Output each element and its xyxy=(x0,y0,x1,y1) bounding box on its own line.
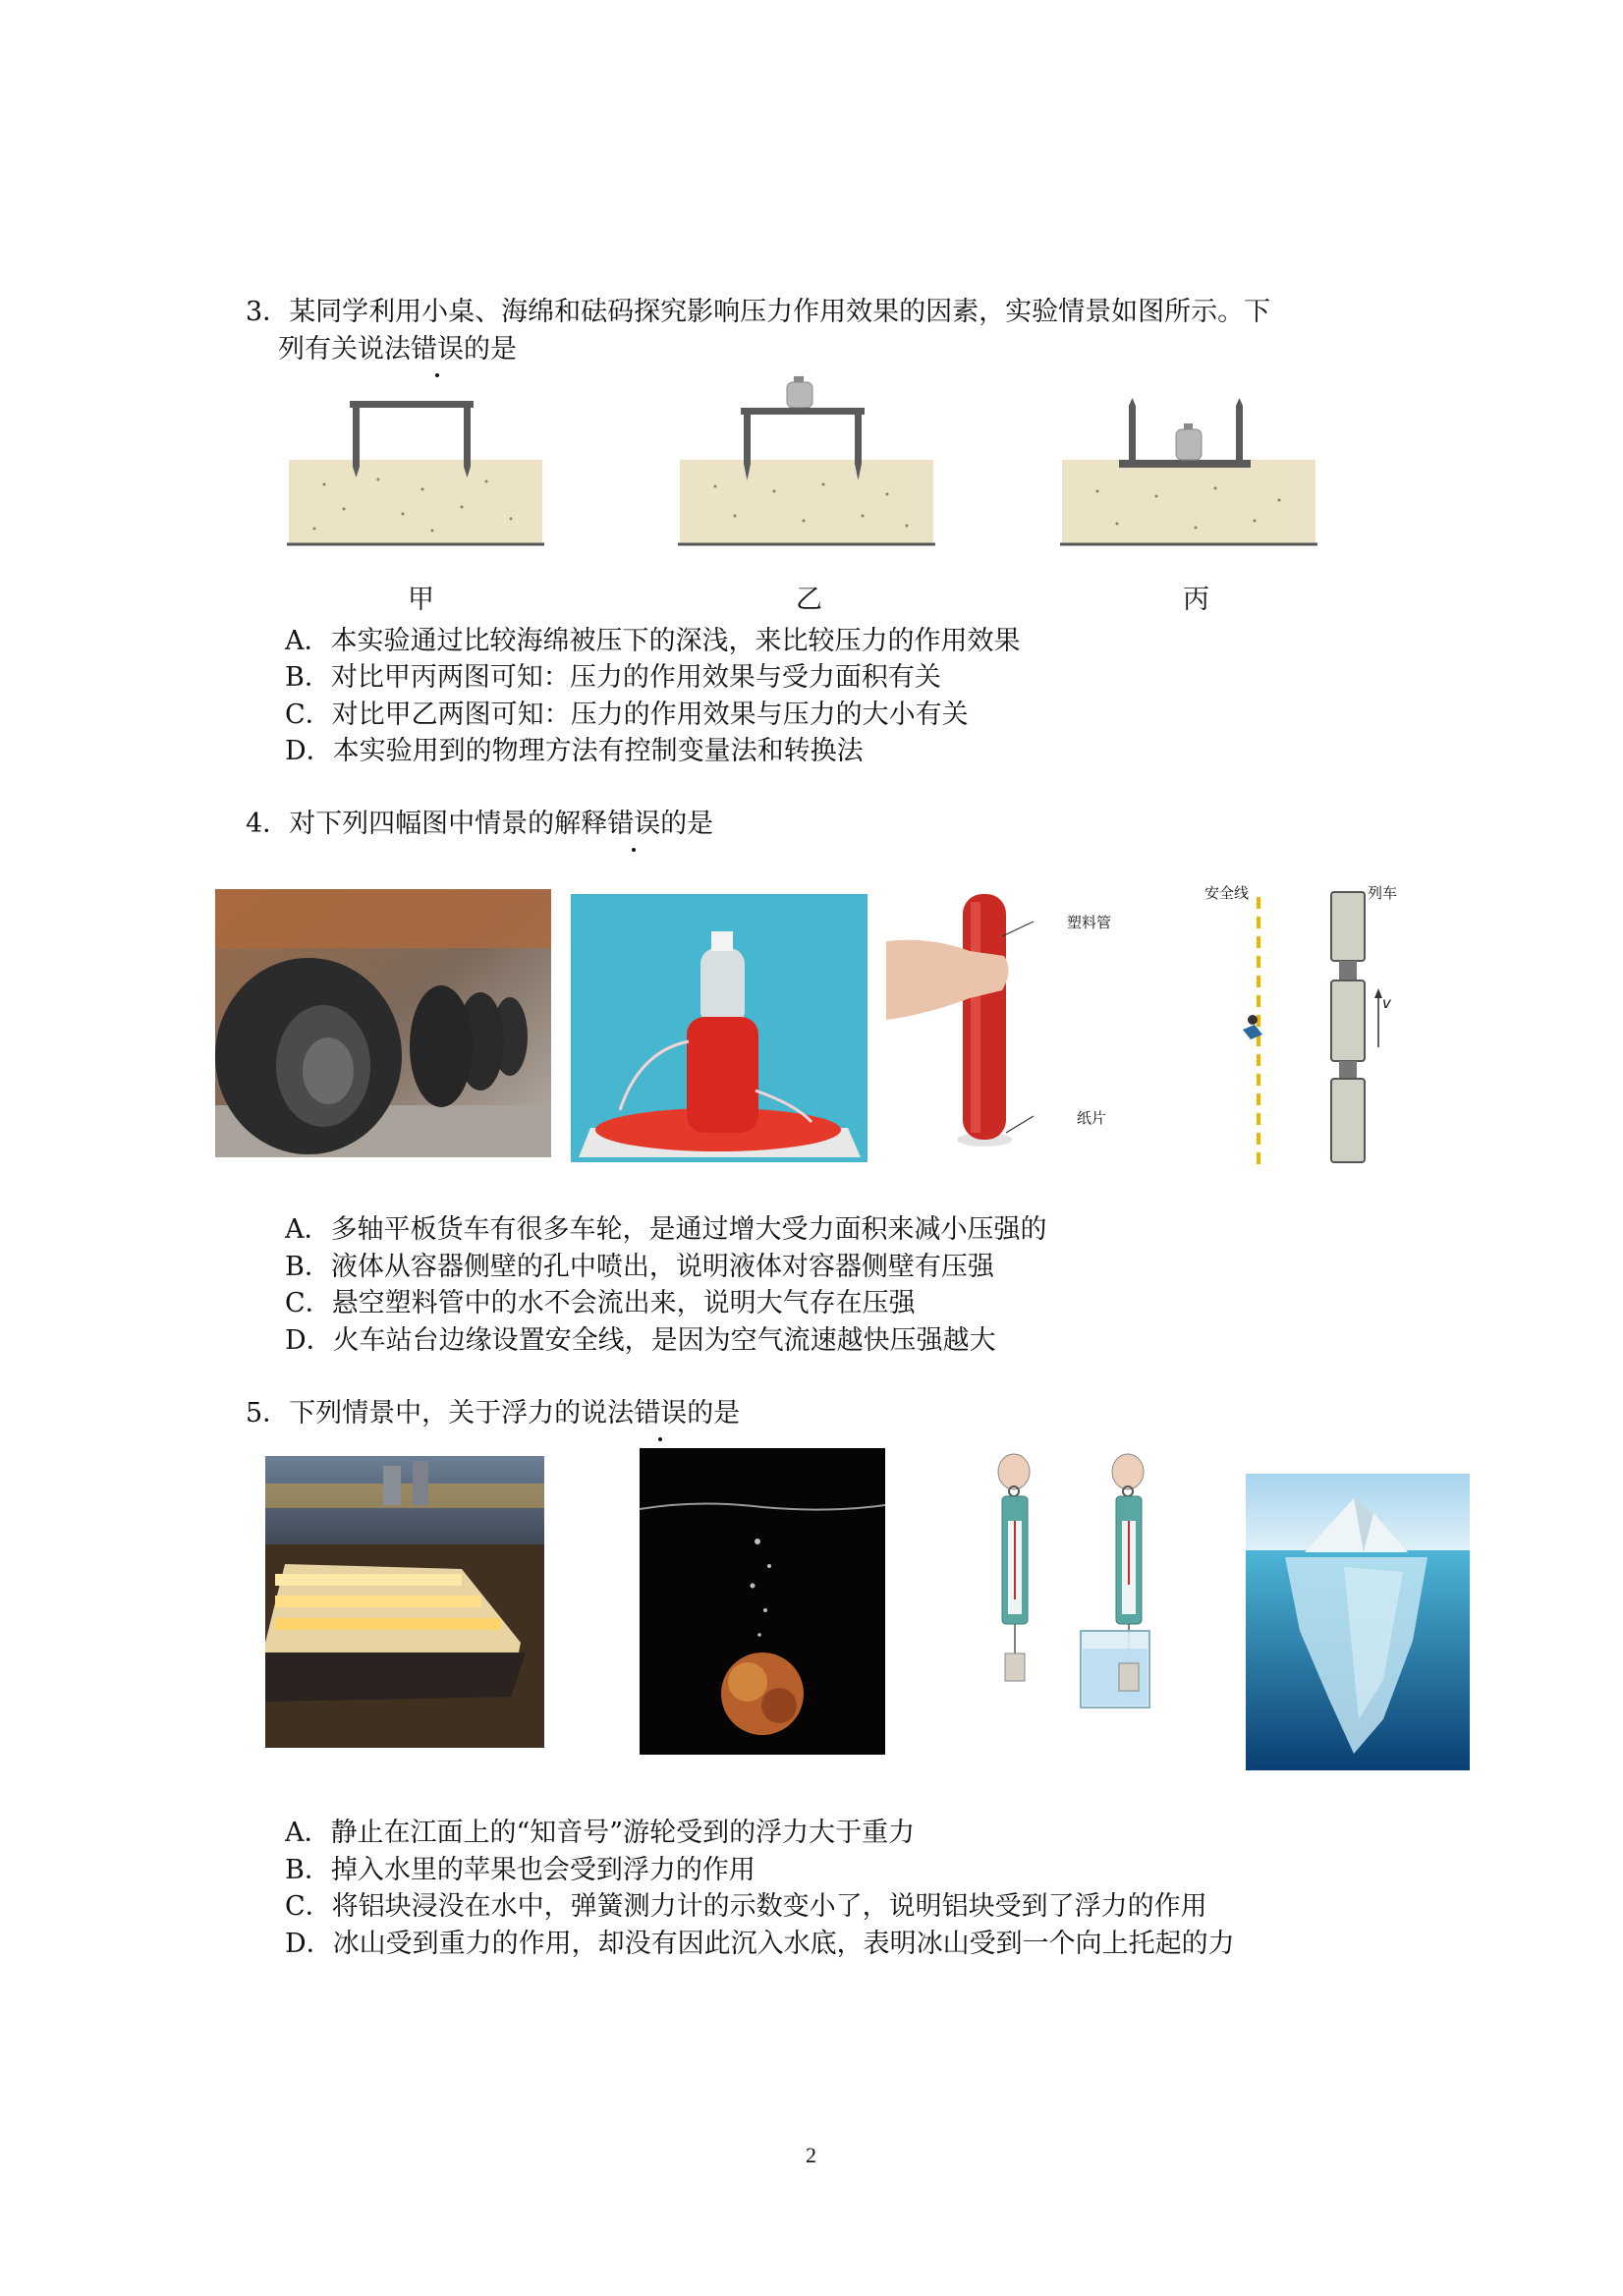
photo-cruise-ship-night xyxy=(265,1456,544,1748)
q4-number: 4． xyxy=(246,809,290,839)
q3-stem xyxy=(246,294,1270,331)
diagram-spring-scales-aluminum-block xyxy=(973,1452,1169,1759)
label-safety-line: 安全线 xyxy=(1204,884,1250,902)
q3-option-c[interactable]: C．对比甲乙两图可知：压力的作用效果与压力的大小有关 xyxy=(285,700,969,730)
q3-stem-line2 xyxy=(278,331,517,368)
photo-apple-in-water xyxy=(640,1448,885,1755)
q3-number: 3． xyxy=(246,297,290,327)
label-velocity: v xyxy=(1382,994,1391,1012)
q4-stem-pre: 对下列四幅图中情景的解释 xyxy=(289,809,608,839)
q4-option-c[interactable]: C．悬空塑料管中的水不会流出来，说明大气存在压强 xyxy=(285,1288,916,1318)
q5-option-d[interactable]: D．冰山受到重力的作用，却没有因此沉入水底，表明冰山受到一个向上托起的力 xyxy=(285,1929,1235,1959)
caption-yi: 乙 xyxy=(796,585,822,615)
q5-stem-post: 的是 xyxy=(687,1398,741,1428)
label-train: 列车 xyxy=(1368,884,1398,902)
q4-option-b[interactable]: B．液体从容器侧壁的孔中喷出，说明液体对容器侧壁有压强 xyxy=(285,1252,994,1282)
figure-jia-table-on-sponge xyxy=(285,391,550,553)
q3-emphasis: 错误 xyxy=(411,331,464,368)
q4-option-a[interactable]: A．多轴平板货车有很多车轮，是通过增大受力面积来减小压强的 xyxy=(285,1214,1047,1245)
q5-option-b[interactable]: B．掉入水里的苹果也会受到浮力的作用 xyxy=(285,1855,756,1885)
figure-bing-inverted-table xyxy=(1058,398,1323,555)
q5-option-c[interactable]: C．将铝块浸没在水中，弹簧测力计的示数变小了，说明铝块受到了浮力的作用 xyxy=(285,1891,1207,1922)
q3-line1: 某同学利用小桌、海绵和砝码探究影响压力作用效果的因素，实验情景如图所示。下 xyxy=(289,297,1271,327)
photo-truck-wheels xyxy=(215,889,551,1157)
photo-iceberg xyxy=(1246,1474,1470,1770)
photo-bottle-water-jets xyxy=(571,894,867,1162)
q5-stem xyxy=(246,1395,740,1432)
caption-jia: 甲 xyxy=(408,585,434,615)
q5-stem-pre: 下列情景中，关于浮力的说法 xyxy=(289,1398,635,1428)
diagram-train-safety-line xyxy=(1194,882,1420,1172)
q3-option-a[interactable]: A．本实验通过比较海绵被压下的深浅，来比较压力的作用效果 xyxy=(285,626,1021,656)
figure-yi-table-with-weight xyxy=(676,368,941,555)
q3-line2-pre: 列有关说法 xyxy=(278,334,411,364)
q4-stem xyxy=(246,806,713,843)
q5-number: 5． xyxy=(246,1398,290,1428)
q3-option-b[interactable]: B．对比甲丙两图可知：压力的作用效果与受力面积有关 xyxy=(285,662,941,693)
q5-option-a[interactable]: A．静止在江面上的“知音号”游轮受到的浮力大于重力 xyxy=(285,1818,916,1848)
page-number: 2 xyxy=(806,2143,816,2167)
q4-option-d[interactable]: D．火车站台边缘设置安全线，是因为空气流速越快压强越大 xyxy=(285,1325,996,1356)
label-plastic-tube: 塑料管 xyxy=(1067,914,1112,931)
caption-bing: 丙 xyxy=(1183,585,1209,615)
q3-option-d[interactable]: D．本实验用到的物理方法有控制变量法和转换法 xyxy=(285,736,864,766)
q4-emphasis: 错误 xyxy=(607,806,660,843)
q3-line2-post: 的是 xyxy=(464,334,517,364)
label-paper: 纸片 xyxy=(1077,1109,1107,1127)
q4-stem-post: 的是 xyxy=(660,809,714,839)
q5-emphasis: 错误 xyxy=(634,1395,687,1432)
